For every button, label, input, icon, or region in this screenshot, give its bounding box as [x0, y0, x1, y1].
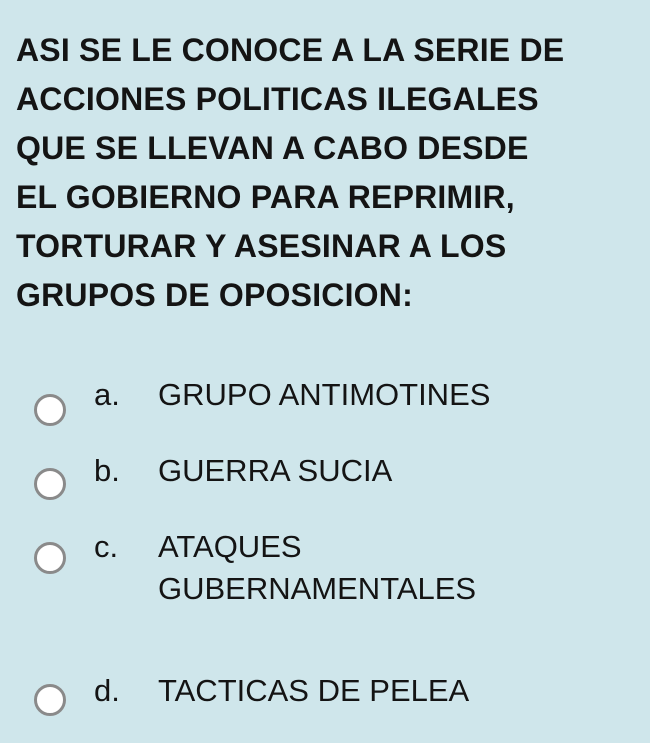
- option-a[interactable]: [0, 374, 650, 424]
- radio-button-a[interactable]: [34, 394, 66, 426]
- option-a-label-line: GRUPO ANTIMOTINES: [158, 377, 491, 412]
- option-d-label: [158, 670, 628, 712]
- option-c-letter: c.: [94, 529, 119, 564]
- question-line: ACCIONES POLITICAS ILEGALES: [16, 81, 539, 117]
- radio-button-b[interactable]: [34, 468, 66, 500]
- question-line: TORTURAR Y ASESINAR A LOS: [16, 228, 507, 264]
- option-a-letter: a.: [94, 377, 120, 412]
- question-line: EL GOBIERNO PARA REPRIMIR,: [16, 179, 515, 215]
- radio-button-d[interactable]: [34, 684, 66, 716]
- option-b-label: [158, 450, 628, 492]
- question-line: ASI SE LE CONOCE A LA SERIE DE: [16, 32, 565, 68]
- option-a-label: [158, 374, 628, 416]
- option-b[interactable]: [0, 450, 650, 500]
- question-text: [16, 26, 636, 320]
- option-d-letter: d.: [94, 673, 120, 708]
- option-c-label-line: ATAQUES: [158, 529, 302, 564]
- option-c-label-line: GUBERNAMENTALES: [158, 571, 477, 606]
- option-d-label-line: TACTICAS DE PELEA: [158, 673, 470, 708]
- question-line: QUE SE LLEVAN A CABO DESDE: [16, 130, 529, 166]
- option-b-label-line: GUERRA SUCIA: [158, 453, 393, 488]
- question-line: GRUPOS DE OPOSICION:: [16, 277, 413, 313]
- option-d[interactable]: [0, 670, 650, 720]
- option-c-label: [158, 526, 628, 610]
- option-c[interactable]: [0, 526, 650, 616]
- option-b-letter: b.: [94, 453, 120, 488]
- radio-button-c[interactable]: [34, 542, 66, 574]
